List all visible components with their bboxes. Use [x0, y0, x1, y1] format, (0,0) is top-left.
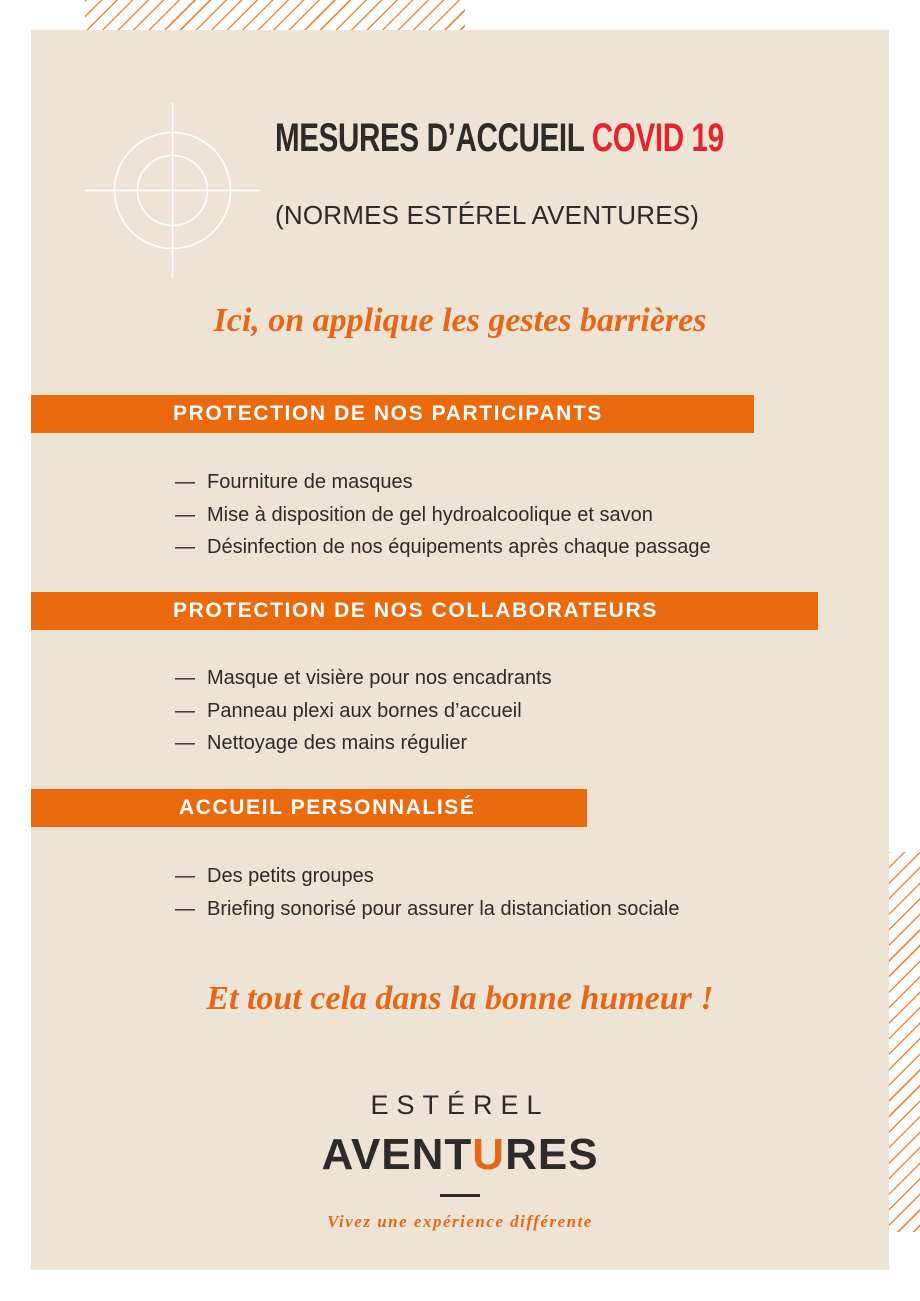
logo-text-u: U: [472, 1130, 506, 1179]
list-item-text: Masque et visière pour nos encadrants: [207, 667, 552, 689]
list-item-text: Briefing sonorisé pour assurer la distanciation sociale: [207, 897, 680, 920]
list-item: [175, 499, 711, 532]
title-part-covid: COVID 19: [591, 116, 724, 160]
section-list-collaborateurs: [175, 662, 552, 760]
list-item: [175, 860, 679, 893]
section-list-accueil: [175, 860, 679, 925]
list-dash: —: [175, 503, 195, 526]
list-dash: —: [175, 897, 195, 920]
list-dash: —: [175, 536, 195, 558]
list-item: [175, 727, 552, 760]
logo-line-esterel: ESTÉREL: [370, 1090, 550, 1120]
section-header-participants: PROTECTION DE NOS PARTICIPANTS: [31, 395, 754, 433]
decorative-hatch-top: [85, 0, 465, 30]
list-item-text: Nettoyage des mains régulier: [207, 732, 468, 754]
list-item: [175, 695, 552, 728]
list-item-text: Des petits groupes: [207, 865, 374, 887]
list-dash: —: [175, 732, 195, 754]
page-subtitle: (NORMES ESTÉREL AVENTURES): [275, 200, 700, 230]
logo-text-b: RES: [505, 1130, 599, 1179]
page-title: [275, 118, 724, 158]
section-header-collaborateurs: PROTECTION DE NOS COLLABORATEURS: [31, 592, 818, 630]
list-dash: —: [175, 865, 195, 887]
list-item-text: Désinfection de nos équipements après chaque passage: [207, 536, 711, 558]
list-item: [175, 662, 552, 695]
list-item: [175, 893, 679, 926]
list-item-text: Panneau plexi aux bornes d’accueil: [207, 699, 522, 722]
logo-line-aventures: [0, 1130, 920, 1180]
tagline-top: Ici, on applique les gestes barrières: [213, 302, 707, 339]
list-item: [175, 531, 711, 564]
list-dash: —: [175, 471, 195, 493]
logo-slogan: Vivez une expérience différente: [327, 1212, 593, 1231]
section-list-participants: [175, 466, 711, 564]
list-dash: —: [175, 699, 195, 722]
tagline-bottom: Et tout cela dans la bonne humeur !: [206, 980, 714, 1017]
section-header-accueil: ACCUEIL PERSONNALISÉ: [31, 789, 587, 827]
logo-text-a: AVENT: [321, 1130, 473, 1179]
list-item: [175, 466, 711, 499]
list-item-text: Fourniture de masques: [207, 471, 413, 493]
list-item-text: Mise à disposition de gel hydroalcoolique et savon: [207, 503, 653, 526]
logo-underline-bar: [440, 1194, 480, 1197]
list-dash: —: [175, 667, 195, 689]
title-part-main: MESURES D’ACCUEIL: [275, 116, 584, 160]
crosshair-target-icon: [85, 103, 260, 278]
